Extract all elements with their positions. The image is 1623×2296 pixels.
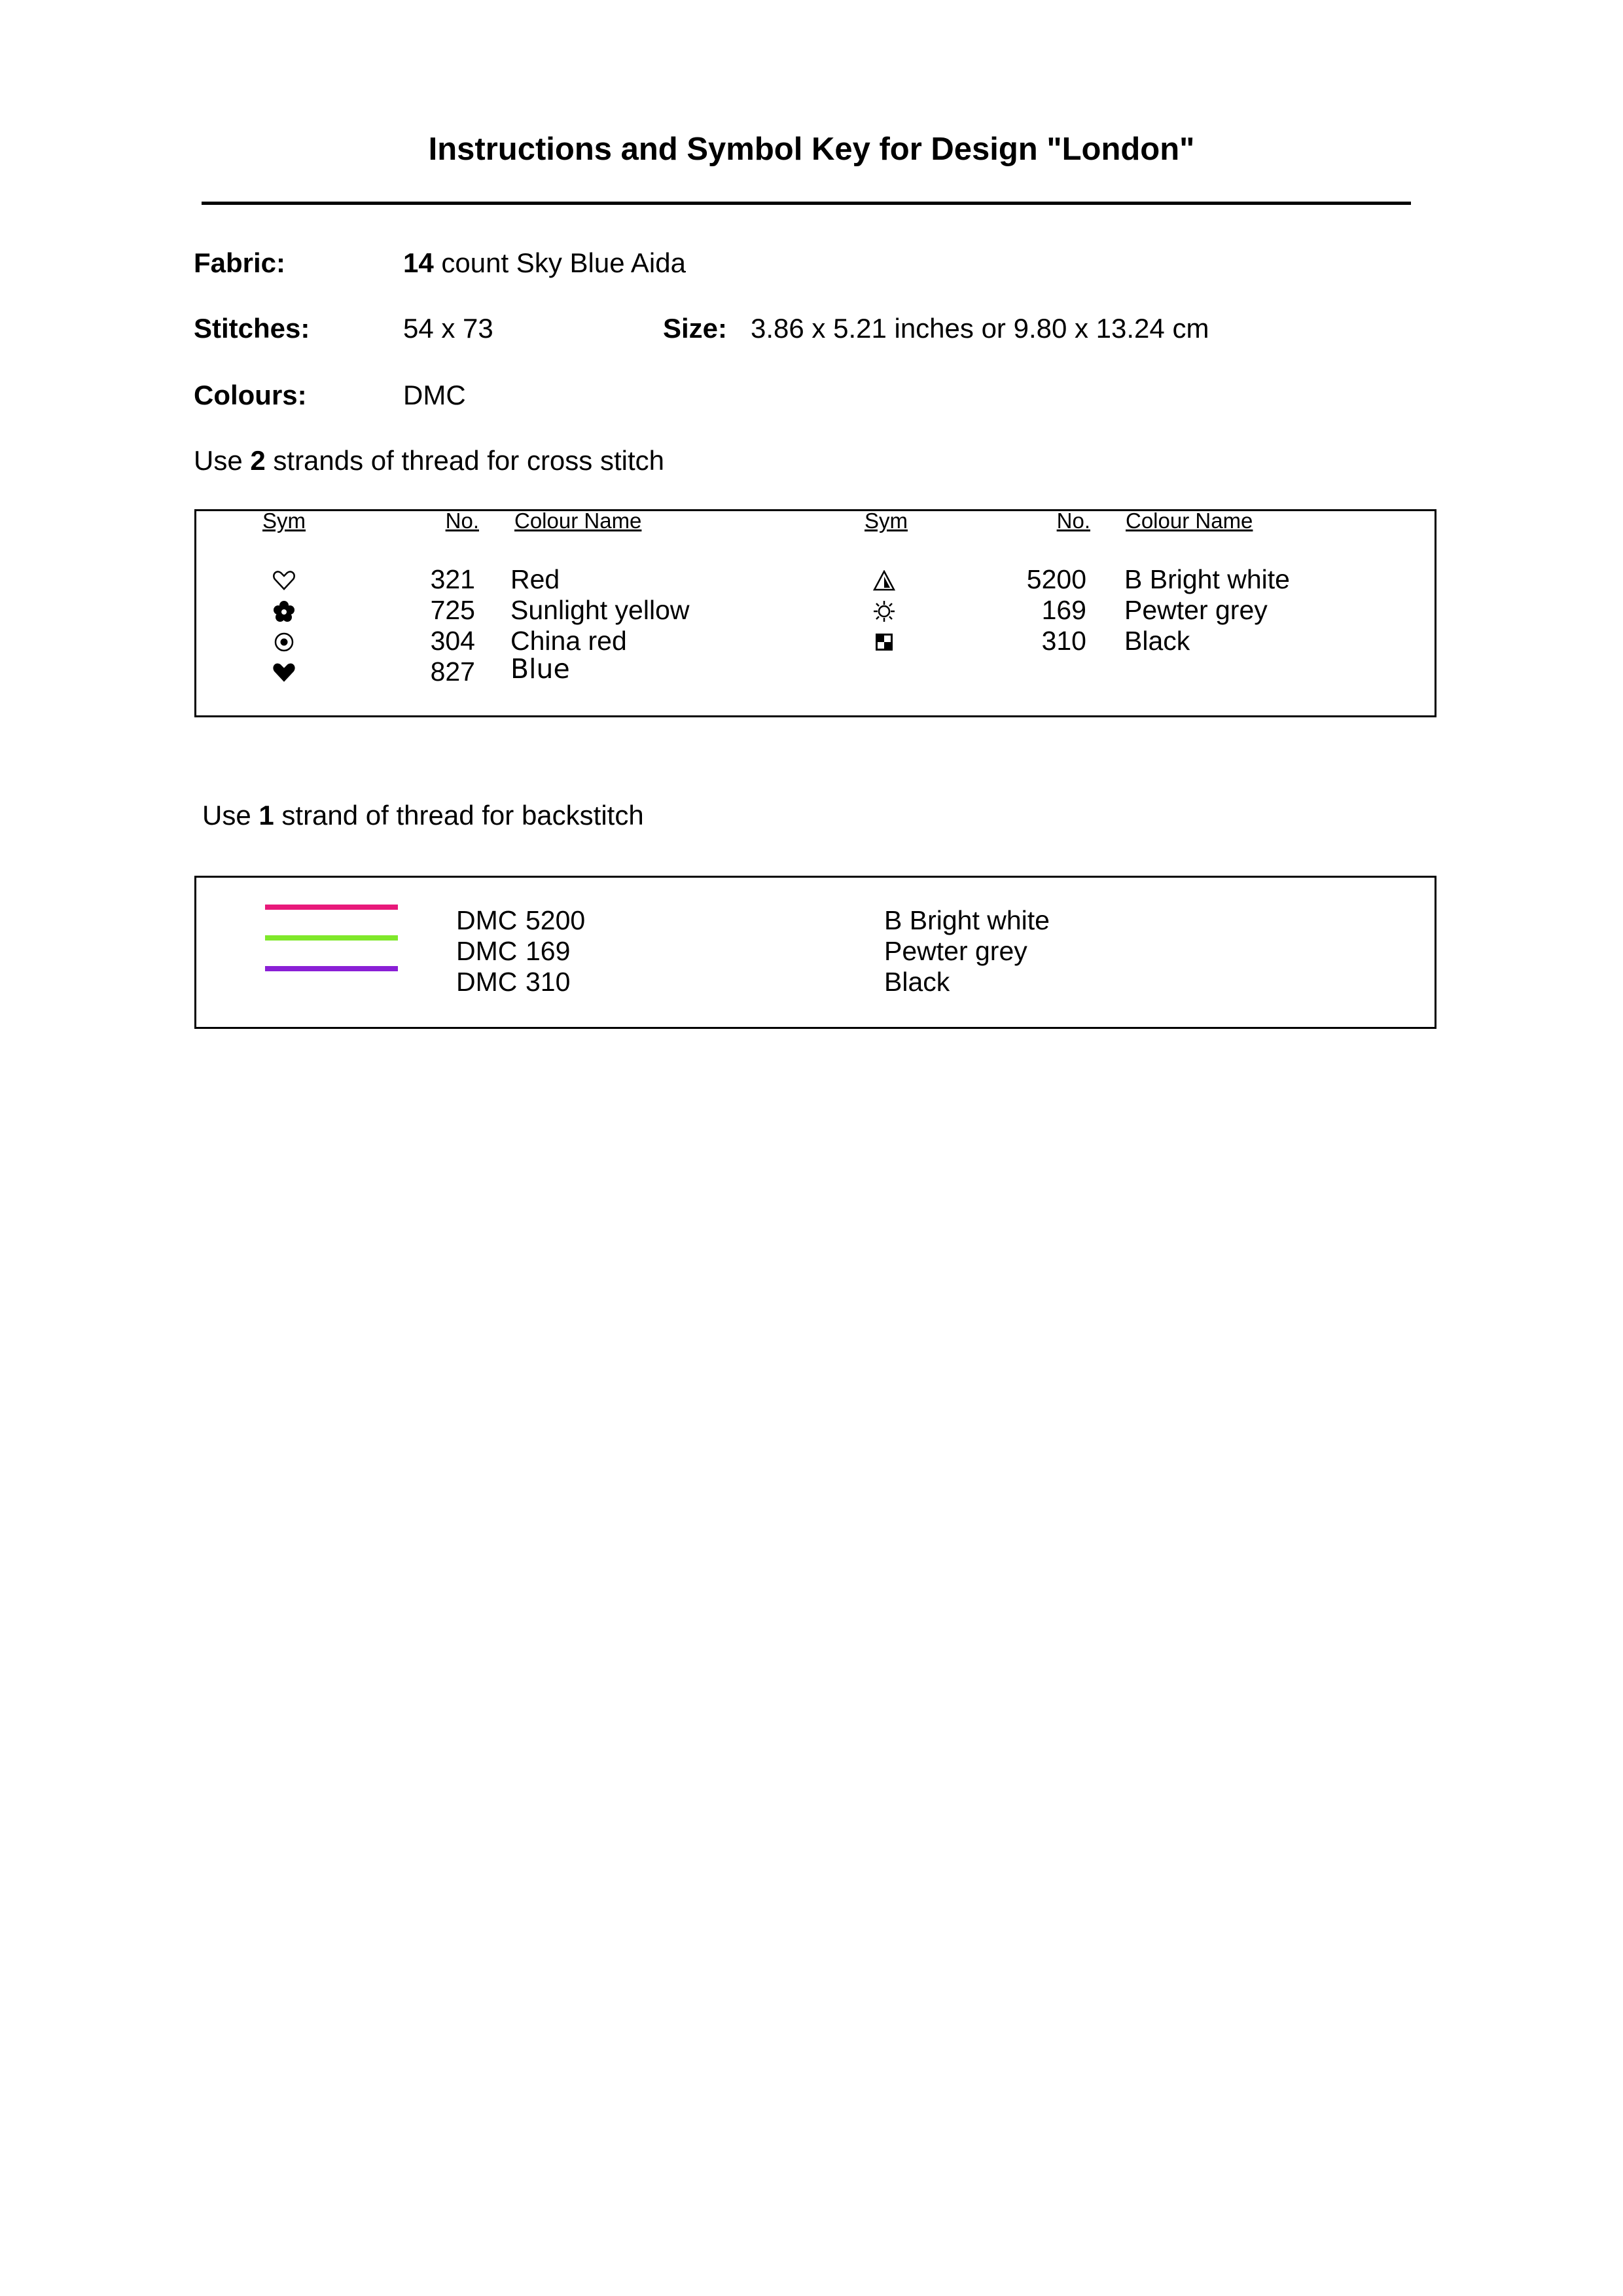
backstitch-name-1: B Bright white [884, 905, 1050, 935]
backstitch-line-swatch-2 [265, 935, 398, 941]
fabric-value [403, 246, 686, 280]
cross-stitch-note [194, 444, 664, 478]
cross-stitch-note-post: strands of thread for cross stitch [273, 445, 664, 476]
backstitch-brand-3: DMC [456, 967, 518, 997]
backstitch-no-3: 310 [526, 967, 571, 997]
heart-outline-icon [261, 564, 307, 595]
key-header-name-right: Colour Name [1126, 509, 1253, 533]
backstitch-note [202, 798, 644, 833]
key-right-name-3: Black [1124, 626, 1190, 656]
key-left-no-2: 725 [430, 595, 475, 625]
backstitch-key-table [194, 876, 1436, 1029]
colours-value: DMC [403, 380, 466, 410]
key-header-sym-left: Sym [262, 509, 306, 533]
key-left-no-4: 827 [430, 656, 475, 687]
key-left-name-2: Sunlight yellow [510, 595, 690, 625]
fabric-count: 14 [403, 247, 434, 278]
backstitch-name-2: Pewter grey [884, 936, 1027, 966]
backstitch-line-swatch-3 [265, 966, 398, 971]
size-value: 3.86 x 5.21 inches or 9.80 x 13.24 cm [751, 313, 1209, 344]
sun-icon [861, 595, 907, 626]
key-right-name-2: Pewter grey [1124, 595, 1268, 625]
backstitch-note-post: strand of thread for backstitch [281, 800, 644, 831]
stitches-value: 54 x 73 [403, 313, 493, 344]
colours-label: Colours: [194, 380, 307, 410]
backstitch-strands: 1 [259, 800, 274, 831]
cross-stitch-note-pre: Use [194, 445, 243, 476]
key-left-no-3: 304 [430, 626, 475, 656]
stitches-label: Stitches: [194, 313, 310, 344]
backstitch-brand-2: DMC [456, 936, 518, 966]
title-divider [202, 202, 1411, 205]
cross-stitch-strands: 2 [250, 445, 266, 476]
key-header-no-left: No. [445, 509, 479, 533]
size-label: Size: [663, 313, 728, 344]
backstitch-brand-1: DMC [456, 905, 518, 935]
backstitch-name-3: Black [884, 967, 950, 997]
key-right-no-1: 5200 [1026, 564, 1086, 594]
key-left-name-3: China red [510, 626, 627, 656]
key-right-no-2: 169 [1041, 595, 1086, 625]
page-title: Instructions and Symbol Key for Design "London" [428, 132, 1195, 167]
backstitch-line-swatch-1 [265, 905, 398, 910]
circle-dot-icon [261, 626, 307, 656]
key-left-name-4: Blue [510, 653, 570, 685]
checker-square-icon [861, 626, 907, 656]
backstitch-no-2: 169 [526, 936, 571, 966]
flower-icon [261, 595, 307, 626]
key-header-no-right: No. [1056, 509, 1090, 533]
heart-filled-icon [261, 656, 307, 687]
key-header-sym-right: Sym [865, 509, 908, 533]
fabric-description: count Sky Blue Aida [441, 247, 686, 278]
fabric-label: Fabric: [194, 247, 286, 278]
key-left-name-1: Red [510, 564, 560, 594]
key-right-name-1: B Bright white [1124, 564, 1290, 594]
key-left-no-1: 321 [430, 564, 475, 594]
backstitch-no-1: 5200 [526, 905, 586, 935]
key-header-name-left: Colour Name [514, 509, 642, 533]
backstitch-note-pre: Use [202, 800, 251, 831]
triangle-icon [861, 564, 907, 595]
key-right-no-3: 310 [1041, 626, 1086, 656]
